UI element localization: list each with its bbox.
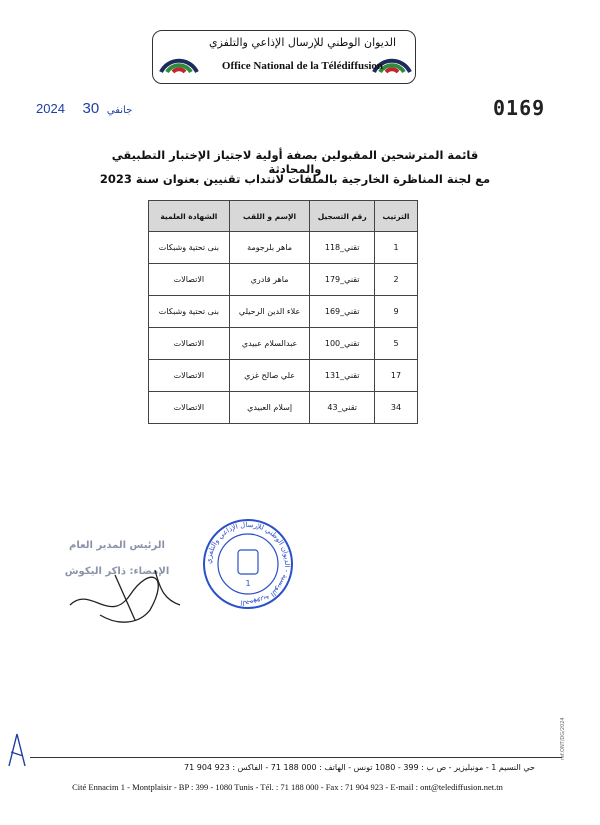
table-row bbox=[149, 392, 418, 424]
cell-name: إسلام العبيدي bbox=[229, 392, 310, 424]
table-row bbox=[149, 296, 418, 328]
document-title-line-1: قائمة المترشحين المقبولين بصفة أولية لاجتياز الإختبار التطبيقي والمحادثة bbox=[111, 148, 479, 176]
cell-rank: 5 bbox=[374, 328, 417, 360]
cell-degree: الاتصالات bbox=[149, 328, 230, 360]
cell-degree: الاتصالات bbox=[149, 360, 230, 392]
table-row bbox=[149, 264, 418, 296]
header-name: الإسم و اللقب bbox=[229, 201, 310, 232]
broadcast-waves-left-icon bbox=[157, 34, 201, 78]
header-registration: رقم التسجيل bbox=[310, 201, 375, 232]
footer-address-arabic: حي النسيم 1 - مونبليزير - ص ب : 399 - 1080 تونس - الهاتف : 000 188 71 - الفاكس : 923 904 71 bbox=[184, 763, 535, 772]
cell-registration: تقني_179 bbox=[310, 264, 375, 296]
signatory-title: الرئيس المدير العام bbox=[69, 540, 165, 551]
date-stamp bbox=[36, 100, 136, 117]
cell-rank: 2 bbox=[374, 264, 417, 296]
org-name-french: Office National de la Télédiffusion bbox=[221, 60, 384, 72]
date-month: جانفي bbox=[106, 105, 133, 116]
table-row bbox=[149, 232, 418, 264]
cell-name: علي صالح غزي bbox=[229, 360, 310, 392]
margin-initial-mark bbox=[5, 730, 29, 770]
cell-name: ماهر قادري bbox=[229, 264, 310, 296]
cell-name: علاء الدين الرحيلي bbox=[229, 296, 310, 328]
cell-rank: 17 bbox=[374, 360, 417, 392]
cell-registration: تقني_43 bbox=[310, 392, 375, 424]
stamp-number: 1 bbox=[245, 579, 251, 588]
table-row bbox=[149, 328, 418, 360]
cell-degree: بنى تحتية وشبكات bbox=[149, 296, 230, 328]
cell-name: عبدالسلام عبيدي bbox=[229, 328, 310, 360]
stamp-text: الجمهورية التونسية - الديوان الوطني للإرسال الإذاعي والتلفزي bbox=[204, 520, 292, 608]
cell-name: ماهر بلرجومة bbox=[229, 232, 310, 264]
date-year: 2024 bbox=[36, 101, 65, 116]
side-reference-code: ref.ONT/DG/2024 bbox=[560, 717, 566, 760]
handwritten-signature bbox=[60, 555, 190, 630]
date-day: 30 bbox=[82, 100, 100, 117]
cell-rank: 9 bbox=[374, 296, 417, 328]
cell-degree: بنى تحتية وشبكات bbox=[149, 232, 230, 264]
header-degree: الشهادة العلمية bbox=[149, 201, 230, 232]
org-name-arabic: الديوان الوطني للإرسال الإذاعي والتلفزي bbox=[208, 36, 397, 49]
cell-degree: الاتصالات bbox=[149, 264, 230, 296]
cell-registration: تقني_118 bbox=[310, 232, 375, 264]
reference-number: 0169 bbox=[493, 96, 546, 120]
cell-registration: تقني_100 bbox=[310, 328, 375, 360]
official-stamp-seal bbox=[200, 516, 296, 612]
table-row bbox=[149, 360, 418, 392]
cell-registration: تقني_169 bbox=[310, 296, 375, 328]
cell-degree: الاتصالات bbox=[149, 392, 230, 424]
signatory-name: الإمضاء: ذاكر اليكوش bbox=[64, 566, 170, 577]
header-rank: الترتيب bbox=[374, 201, 417, 232]
footer-divider bbox=[30, 757, 562, 758]
document-title-line-2: مع لجنة المناظرة الخارجية بالملفات لانتداب تقنيين بعنوان سنة 2023 bbox=[99, 172, 491, 186]
cell-rank: 34 bbox=[374, 392, 417, 424]
cell-rank: 1 bbox=[374, 232, 417, 264]
cell-registration: تقني_131 bbox=[310, 360, 375, 392]
tunisia-emblem-icon bbox=[238, 550, 258, 574]
candidates-table bbox=[148, 200, 418, 424]
footer-address-french: Cité Ennacim 1 - Montplaisir - BP : 399 - 1080 Tunis - Tél. : 71 188 000 - Fax : 71 904 923 - E-mail : ont@telediffusion.net.tn bbox=[72, 782, 503, 792]
table-header-row bbox=[149, 201, 418, 232]
